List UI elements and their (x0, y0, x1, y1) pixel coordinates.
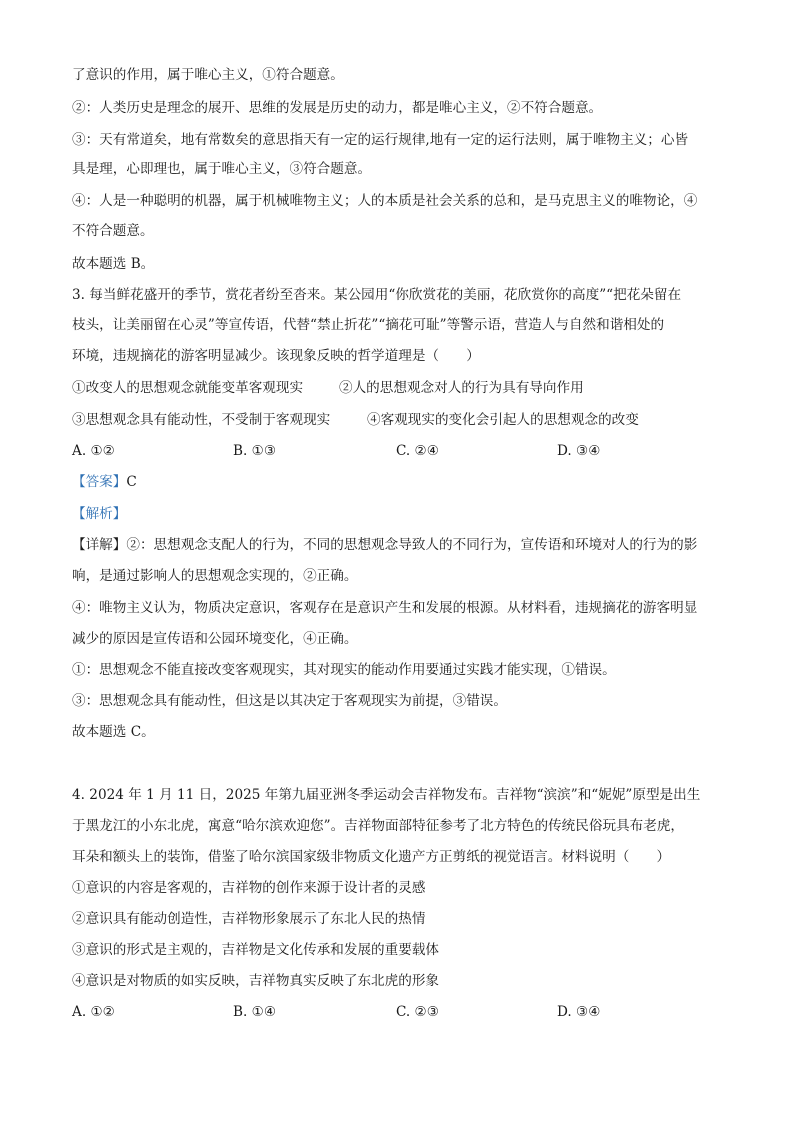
q3-option-d: D. ③④ (557, 443, 601, 459)
q4-stem-line-1: 4. 2024 年 1 月 11 日，2025 年第九届亚洲冬季运动会吉祥物发布。吉祥物“滨滨”和“妮妮”原型是出生 (72, 787, 701, 803)
q3-detail-line-2: 响，是通过影响人的思想观念实现的，②正确。 (72, 568, 358, 584)
prev-analysis-line-5: ④：人是一种聪明的机器，属于机械唯物主义；人的本质是社会关系的总和，是马克思主义的唯物论，④ (72, 193, 698, 209)
q3-conclusion: 故本题选 C。 (72, 724, 155, 740)
q3-statement-2: ②人的思想观念对人的行为具有导向作用 (339, 380, 584, 396)
q3-option-a: A. ①② (72, 443, 115, 459)
q3-option-c: C. ②④ (396, 443, 439, 459)
q4-option-c: C. ②③ (396, 1004, 439, 1020)
q3-analysis-tag-line (72, 505, 732, 523)
q3-statement-1: ①改变人的思想观念就能变革客观现实 (72, 380, 304, 396)
prev-conclusion: 故本题选 B。 (72, 256, 155, 272)
q3-detail-line-4: 减少的原因是宣传语和公园环境变化，④正确。 (72, 631, 358, 647)
q4-statement-3: ③意识的形式是主观的，吉祥物是文化传承和发展的重要载体 (72, 942, 440, 958)
answer-value: C (126, 474, 137, 490)
q4-option-a: A. ①② (72, 1004, 115, 1020)
q4-statement-1: ①意识的内容是客观的，吉祥物的创作来源于设计者的灵感 (72, 880, 426, 896)
detail-tag: 【详解】 (72, 537, 127, 553)
q3-detail-line-1 (72, 536, 732, 554)
q3-stem-line-3: 环境，违规摘花的游客明显减少。该现象反映的哲学道理是（ ） (72, 348, 480, 364)
analysis-tag: 【解析】 (72, 506, 127, 522)
q3-detail-line-5: ①：思想观念不能直接改变客观现实，其对现实的能动作用要通过实践才能实现，①错误。 (72, 662, 616, 678)
q3-statement-4: ④客观现实的变化会引起人的思想观念的改变 (367, 412, 639, 428)
q3-detail-line-6: ③：思想观念具有能动性，但这是以其决定于客观现实为前提，③错误。 (72, 693, 507, 709)
q3-stem-line-2: 枝头，让美丽留在心灵”等宣传语，代替“禁止折花”“摘花可耻”等警示语，营造人与自然和谐相处的 (72, 317, 665, 333)
prev-analysis-line-1: 了意识的作用，属于唯心主义，①符合题意。 (72, 67, 344, 83)
q4-option-d: D. ③④ (557, 1004, 601, 1020)
q3-detail-line-3: ④：唯物主义认为，物质决定意识，客观存在是意识产生和发展的根源。从材料看，违规摘花的游客明显 (72, 600, 698, 616)
prev-analysis-line-4: 具是理，心即理也，属于唯心主义，③符合题意。 (72, 161, 372, 177)
q4-option-b: B. ①④ (233, 1004, 277, 1020)
prev-analysis-line-6: 不符合题意。 (72, 223, 154, 239)
q4-statement-2: ②意识具有能动创造性，吉祥物形象展示了东北人民的热情 (72, 911, 426, 927)
detail-text-1: ②：思想观念支配人的行为，不同的思想观念导致人的不同行为，宣传语和环境对人的行为的影 (126, 537, 698, 553)
q3-statement-3: ③思想观念具有能动性，不受制于客观现实 (72, 412, 331, 428)
q3-option-b: B. ①③ (233, 443, 277, 459)
answer-tag: 【答案】 (72, 474, 127, 490)
q3-stem-line-1: 3. 每当鲜花盛开的季节，赏花者纷至沓来。某公园用“你欣赏花的美丽，花欣赏你的高度”“把花朵留在 (72, 287, 682, 303)
q4-statement-4: ④意识是对物质的如实反映，吉祥物真实反映了东北虎的形象 (72, 973, 440, 989)
q4-stem-line-2: 于黑龙江的小东北虎，寓意“哈尔滨欢迎您”。吉祥物面部特征参考了北方特色的传统民俗玩具布老虎， (72, 818, 685, 834)
q3-answer-line (72, 473, 732, 491)
q4-stem-line-3: 耳朵和额头上的装饰，借鉴了哈尔滨国家级非物质文化遗产方正剪纸的视觉语言。材料说明（ ） (72, 849, 671, 865)
prev-analysis-line-2: ②：人类历史是理念的展开、思维的发展是历史的动力，都是唯心主义，②不符合题意。 (72, 100, 603, 116)
prev-analysis-line-3: ③：天有常道矣，地有常数矣的意思指天有一定的运行规律,地有一定的运行法则，属于唯物主义；心皆 (72, 132, 689, 148)
